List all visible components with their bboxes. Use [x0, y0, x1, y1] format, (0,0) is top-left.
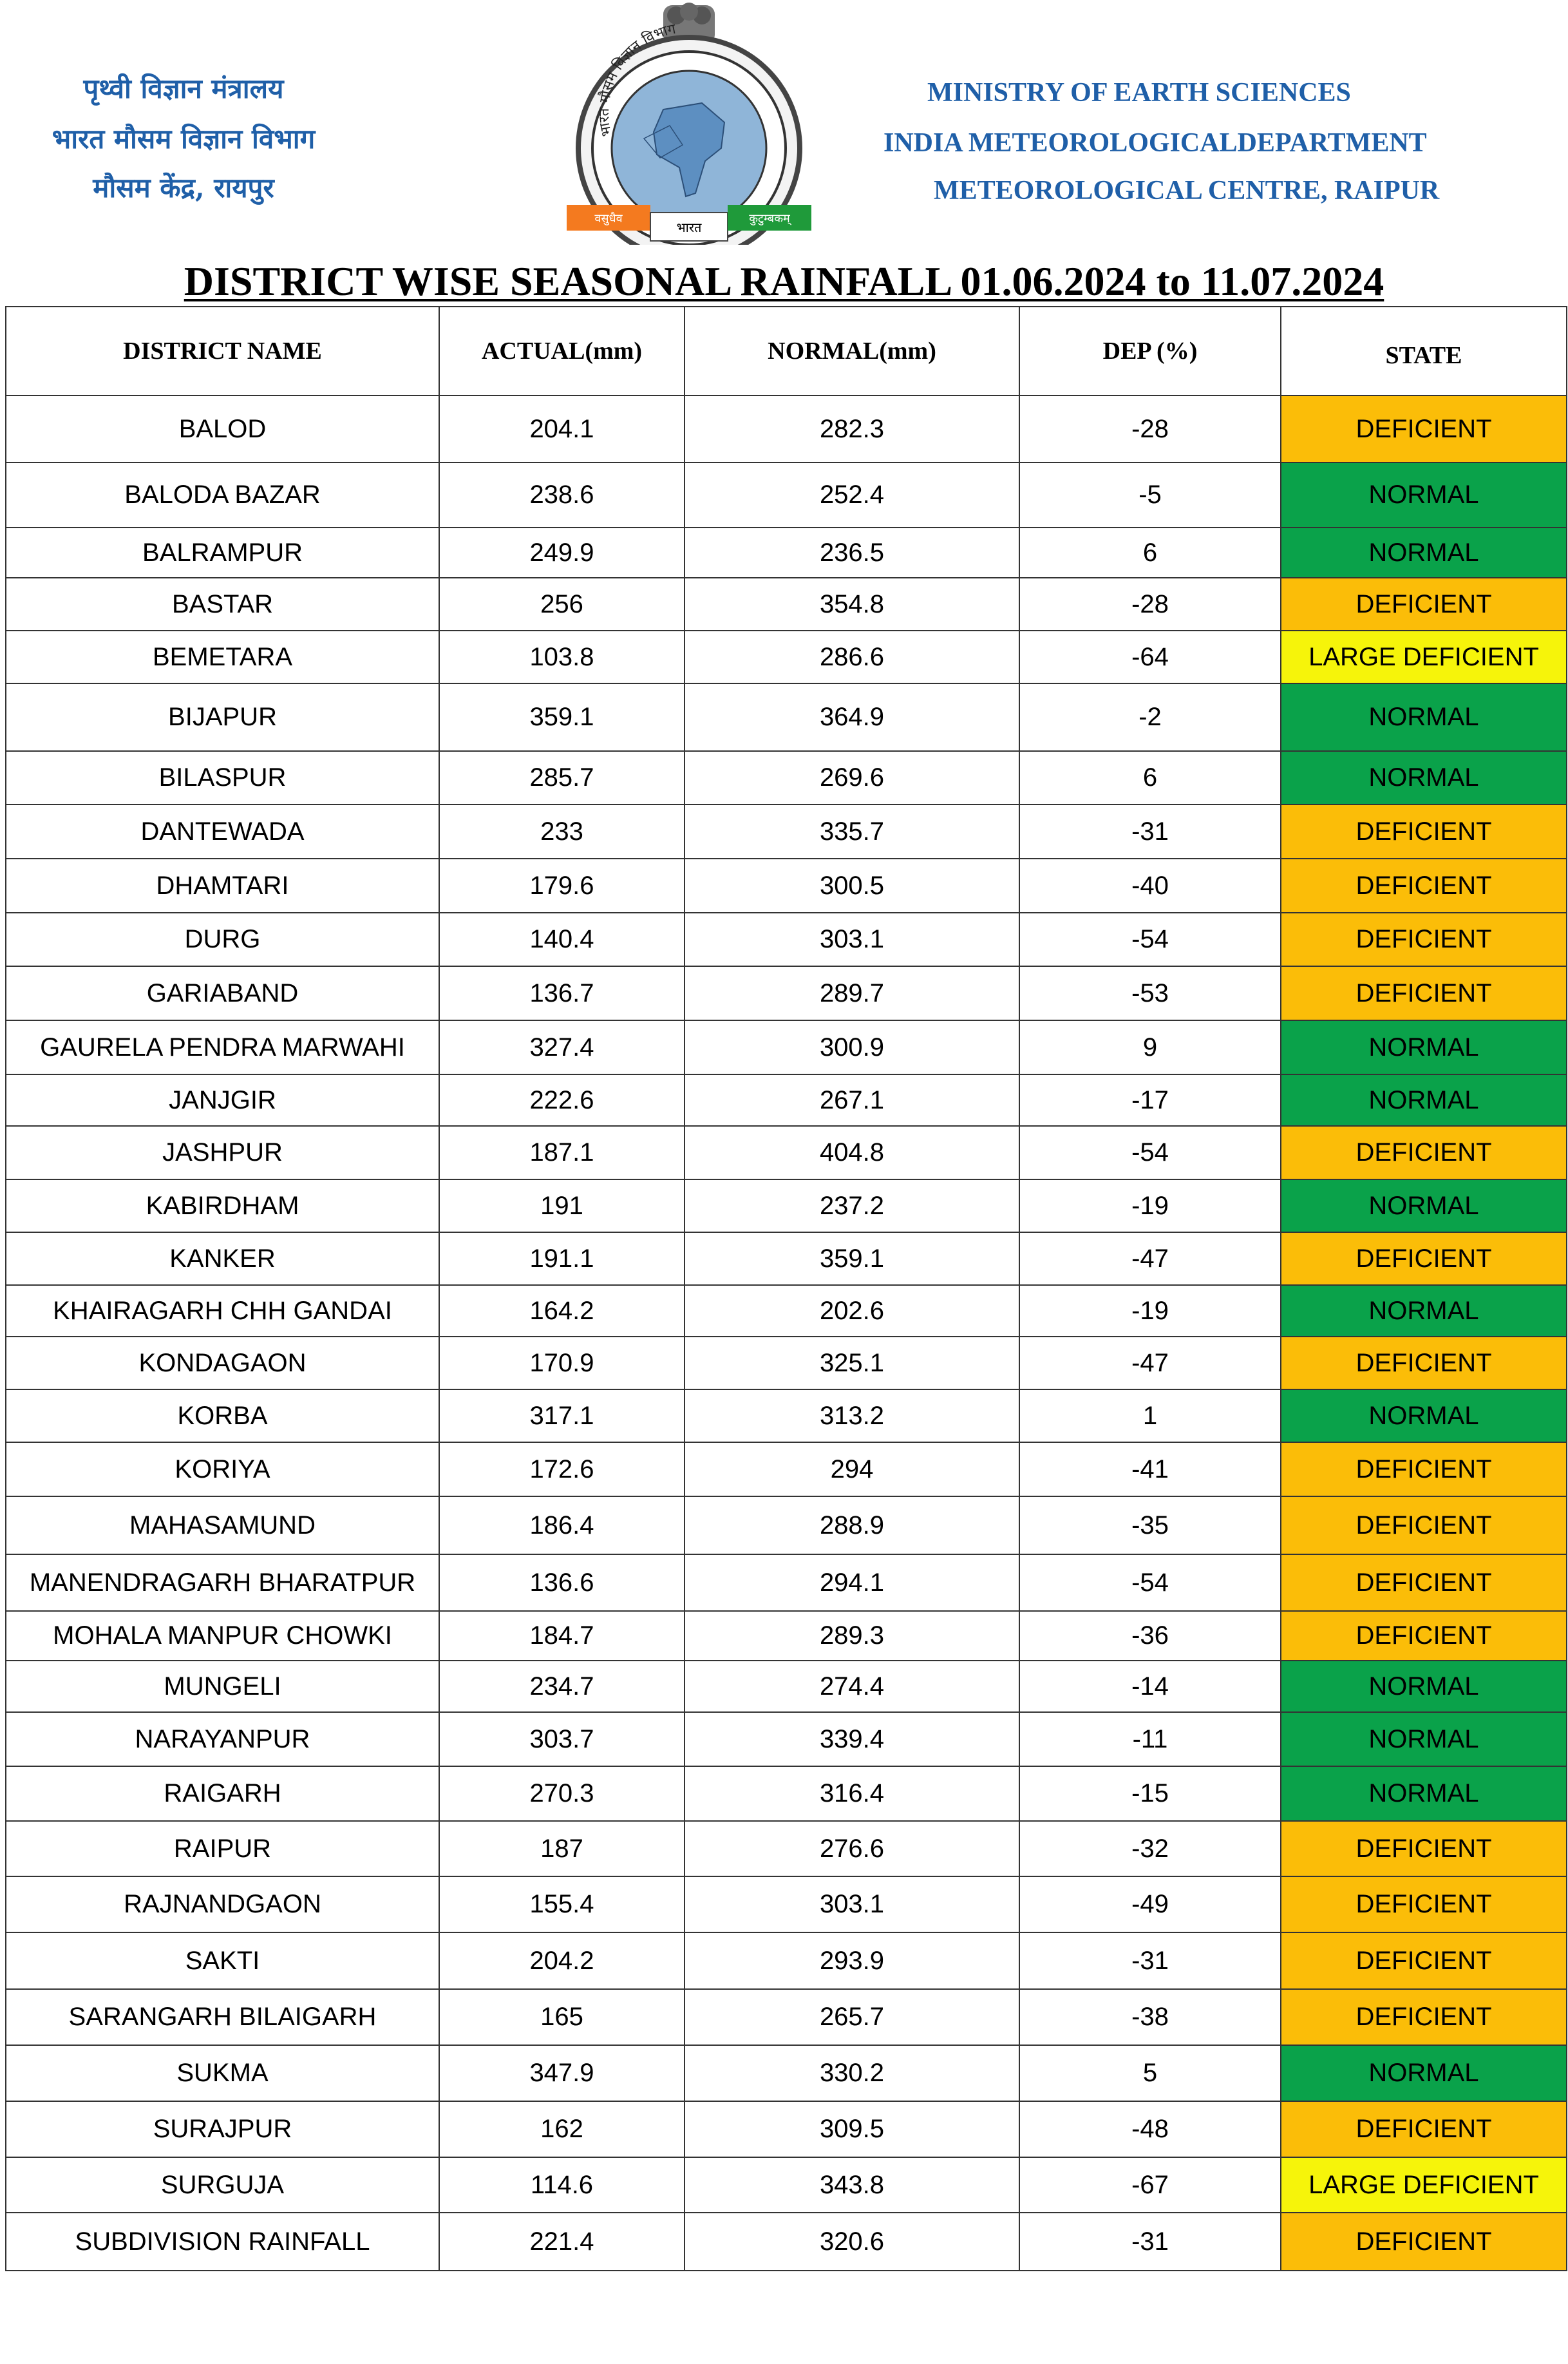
- normal-cell: 303.1: [685, 1876, 1019, 1932]
- dep-cell: -11: [1019, 1712, 1281, 1766]
- normal-cell: 343.8: [685, 2157, 1019, 2213]
- district-cell: BEMETARA: [6, 631, 439, 683]
- state-cell: DEFICIENT: [1281, 1821, 1567, 1876]
- actual-cell: 191.1: [439, 1232, 685, 1285]
- ministry-english-line-1: MINISTRY OF EARTH SCIENCES: [927, 78, 1351, 108]
- district-cell: BIJAPUR: [6, 683, 439, 751]
- district-cell: SURGUJA: [6, 2157, 439, 2213]
- actual-cell: 204.1: [439, 396, 685, 462]
- table-row: [6, 1074, 1567, 1126]
- table-row: [6, 1712, 1567, 1766]
- state-cell: DEFICIENT: [1281, 913, 1567, 966]
- normal-cell: 294.1: [685, 1554, 1019, 1611]
- department-hindi-line-2: भारत मौसम विज्ञान विभाग: [52, 123, 316, 155]
- table-row: [6, 913, 1567, 966]
- normal-cell: 313.2: [685, 1389, 1019, 1442]
- table-row: [6, 1442, 1567, 1496]
- actual-cell: 317.1: [439, 1389, 685, 1442]
- district-cell: SUBDIVISION RAINFALL: [6, 2213, 439, 2271]
- state-cell: NORMAL: [1281, 1661, 1567, 1712]
- state-cell: DEFICIENT: [1281, 2101, 1567, 2157]
- table-row: [6, 1766, 1567, 1821]
- actual-cell: 233: [439, 805, 685, 859]
- actual-cell: 162: [439, 2101, 685, 2157]
- district-cell: KHAIRAGARH CHH GANDAI: [6, 1285, 439, 1337]
- state-cell: NORMAL: [1281, 1020, 1567, 1074]
- dep-cell: -28: [1019, 578, 1281, 631]
- table-row: [6, 462, 1567, 528]
- district-cell: KANKER: [6, 1232, 439, 1285]
- district-cell: KABIRDHAM: [6, 1179, 439, 1232]
- table-row: [6, 966, 1567, 1020]
- state-cell: NORMAL: [1281, 462, 1567, 528]
- state-cell: DEFICIENT: [1281, 578, 1567, 631]
- actual-cell: 303.7: [439, 1712, 685, 1766]
- state-cell: NORMAL: [1281, 1285, 1567, 1337]
- dep-cell: -19: [1019, 1285, 1281, 1337]
- state-cell: DEFICIENT: [1281, 396, 1567, 462]
- district-cell: KORBA: [6, 1389, 439, 1442]
- state-cell: NORMAL: [1281, 1712, 1567, 1766]
- district-cell: SURAJPUR: [6, 2101, 439, 2157]
- normal-cell: 335.7: [685, 805, 1019, 859]
- normal-cell: 359.1: [685, 1232, 1019, 1285]
- normal-cell: 282.3: [685, 396, 1019, 462]
- dep-cell: -54: [1019, 1554, 1281, 1611]
- dep-cell: -15: [1019, 1766, 1281, 1821]
- state-cell: DEFICIENT: [1281, 2213, 1567, 2271]
- dep-cell: -32: [1019, 1821, 1281, 1876]
- dep-cell: -41: [1019, 1442, 1281, 1496]
- state-cell: NORMAL: [1281, 751, 1567, 805]
- table-row: [6, 1337, 1567, 1389]
- table-row: [6, 1020, 1567, 1074]
- district-cell: RAIPUR: [6, 1821, 439, 1876]
- district-cell: DANTEWADA: [6, 805, 439, 859]
- actual-cell: 170.9: [439, 1337, 685, 1389]
- table-row: [6, 751, 1567, 805]
- table-row: [6, 1821, 1567, 1876]
- dep-cell: -64: [1019, 631, 1281, 683]
- emblem-ring-text: भारत मौसम विज्ञान विभाग: [596, 21, 677, 138]
- normal-cell: 364.9: [685, 683, 1019, 751]
- table-row: [6, 1611, 1567, 1661]
- normal-cell: 237.2: [685, 1179, 1019, 1232]
- table-row: [6, 1989, 1567, 2045]
- state-cell: DEFICIENT: [1281, 1232, 1567, 1285]
- normal-cell: 289.7: [685, 966, 1019, 1020]
- table-row: [6, 2101, 1567, 2157]
- table-row: [6, 1876, 1567, 1932]
- normal-cell: 330.2: [685, 2045, 1019, 2101]
- district-cell: MAHASAMUND: [6, 1496, 439, 1554]
- normal-cell: 316.4: [685, 1766, 1019, 1821]
- dep-cell: 1: [1019, 1389, 1281, 1442]
- dep-cell: 6: [1019, 528, 1281, 578]
- state-cell: DEFICIENT: [1281, 859, 1567, 913]
- normal-cell: 288.9: [685, 1496, 1019, 1554]
- dep-cell: -2: [1019, 683, 1281, 751]
- state-cell: DEFICIENT: [1281, 966, 1567, 1020]
- actual-cell: 179.6: [439, 859, 685, 913]
- actual-cell: 270.3: [439, 1766, 685, 1821]
- actual-cell: 140.4: [439, 913, 685, 966]
- district-cell: JANJGIR: [6, 1074, 439, 1126]
- document-title-text: DISTRICT WISE SEASONAL RAINFALL 01.06.2024 to 11.07.2024: [184, 258, 1384, 304]
- dep-cell: -17: [1019, 1074, 1281, 1126]
- district-cell: DHAMTARI: [6, 859, 439, 913]
- normal-cell: 320.6: [685, 2213, 1019, 2271]
- actual-cell: 186.4: [439, 1496, 685, 1554]
- district-cell: KORIYA: [6, 1442, 439, 1496]
- normal-cell: 269.6: [685, 751, 1019, 805]
- table-row: [6, 1232, 1567, 1285]
- column-header-actual: ACTUAL(mm): [439, 307, 685, 396]
- actual-cell: 172.6: [439, 1442, 685, 1496]
- normal-cell: 276.6: [685, 1821, 1019, 1876]
- actual-cell: 221.4: [439, 2213, 685, 2271]
- table-row: [6, 396, 1567, 462]
- state-cell: DEFICIENT: [1281, 1989, 1567, 2045]
- district-cell: JASHPUR: [6, 1126, 439, 1179]
- column-header-state: STATE: [1281, 307, 1567, 396]
- state-cell: DEFICIENT: [1281, 1496, 1567, 1554]
- state-cell: DEFICIENT: [1281, 1876, 1567, 1932]
- normal-cell: 274.4: [685, 1661, 1019, 1712]
- ribbon-left-text: वसुधैव: [594, 212, 623, 225]
- normal-cell: 325.1: [685, 1337, 1019, 1389]
- actual-cell: 114.6: [439, 2157, 685, 2213]
- dep-cell: -54: [1019, 913, 1281, 966]
- imd-emblem-logo: [567, 0, 811, 245]
- normal-cell: 265.7: [685, 1989, 1019, 2045]
- centre-english-line-3: METEOROLOGICAL CENTRE, RAIPUR: [934, 176, 1440, 205]
- district-cell: BALRAMPUR: [6, 528, 439, 578]
- table-header-row: [6, 307, 1567, 396]
- actual-cell: 187: [439, 1821, 685, 1876]
- district-cell: GAURELA PENDRA MARWAHI: [6, 1020, 439, 1074]
- dep-cell: -49: [1019, 1876, 1281, 1932]
- actual-cell: 327.4: [439, 1020, 685, 1074]
- district-cell: KONDAGAON: [6, 1337, 439, 1389]
- table-row: [6, 1496, 1567, 1554]
- state-cell: NORMAL: [1281, 683, 1567, 751]
- normal-cell: 289.3: [685, 1611, 1019, 1661]
- state-cell: NORMAL: [1281, 1389, 1567, 1442]
- state-cell: DEFICIENT: [1281, 805, 1567, 859]
- table-row: [6, 683, 1567, 751]
- document-title: [0, 253, 1568, 310]
- table-row: [6, 631, 1567, 683]
- table-row: [6, 2045, 1567, 2101]
- district-cell: SUKMA: [6, 2045, 439, 2101]
- dep-cell: -5: [1019, 462, 1281, 528]
- state-cell: NORMAL: [1281, 1179, 1567, 1232]
- dep-cell: -31: [1019, 2213, 1281, 2271]
- district-cell: DURG: [6, 913, 439, 966]
- state-cell: DEFICIENT: [1281, 1611, 1567, 1661]
- normal-cell: 309.5: [685, 2101, 1019, 2157]
- table-body: [6, 396, 1567, 2271]
- table-row: [6, 1661, 1567, 1712]
- table-row: [6, 578, 1567, 631]
- normal-cell: 339.4: [685, 1712, 1019, 1766]
- dep-cell: -38: [1019, 1989, 1281, 2045]
- actual-cell: 136.7: [439, 966, 685, 1020]
- dep-cell: -14: [1019, 1661, 1281, 1712]
- table-row: [6, 1126, 1567, 1179]
- district-cell: BALOD: [6, 396, 439, 462]
- district-cell: MOHALA MANPUR CHOWKI: [6, 1611, 439, 1661]
- normal-cell: 267.1: [685, 1074, 1019, 1126]
- ministry-hindi-line-1: पृथ्वी विज्ञान मंत्रालय: [83, 73, 284, 104]
- table-row: [6, 2213, 1567, 2271]
- normal-cell: 236.5: [685, 528, 1019, 578]
- table-row: [6, 1179, 1567, 1232]
- dep-cell: -67: [1019, 2157, 1281, 2213]
- state-cell: NORMAL: [1281, 2045, 1567, 2101]
- centre-hindi-line-3: मौसम केंद्र, रायपुर: [93, 172, 274, 204]
- state-cell: NORMAL: [1281, 528, 1567, 578]
- actual-cell: 256: [439, 578, 685, 631]
- table-row: [6, 859, 1567, 913]
- actual-cell: 184.7: [439, 1611, 685, 1661]
- state-cell: DEFICIENT: [1281, 1932, 1567, 1989]
- actual-cell: 249.9: [439, 528, 685, 578]
- dep-cell: 6: [1019, 751, 1281, 805]
- actual-cell: 103.8: [439, 631, 685, 683]
- district-cell: MANENDRAGARH BHARATPUR: [6, 1554, 439, 1611]
- district-cell: RAJNANDGAON: [6, 1876, 439, 1932]
- dep-cell: -31: [1019, 1932, 1281, 1989]
- table-row: [6, 1554, 1567, 1611]
- normal-cell: 293.9: [685, 1932, 1019, 1989]
- actual-cell: 347.9: [439, 2045, 685, 2101]
- state-cell: NORMAL: [1281, 1074, 1567, 1126]
- dep-cell: -19: [1019, 1179, 1281, 1232]
- district-cell: MUNGELI: [6, 1661, 439, 1712]
- table-row: [6, 2157, 1567, 2213]
- district-cell: SAKTI: [6, 1932, 439, 1989]
- dep-cell: 5: [1019, 2045, 1281, 2101]
- normal-cell: 286.6: [685, 631, 1019, 683]
- table-row: [6, 1932, 1567, 1989]
- ribbon-center-text: भारत: [676, 220, 702, 235]
- dep-cell: -48: [1019, 2101, 1281, 2157]
- table-row: [6, 528, 1567, 578]
- table-row: [6, 805, 1567, 859]
- actual-cell: 136.6: [439, 1554, 685, 1611]
- state-cell: DEFICIENT: [1281, 1126, 1567, 1179]
- table-row: [6, 1285, 1567, 1337]
- state-cell: DEFICIENT: [1281, 1554, 1567, 1611]
- column-header-dep: DEP (%): [1019, 307, 1281, 396]
- normal-cell: 300.5: [685, 859, 1019, 913]
- state-cell: LARGE DEFICIENT: [1281, 631, 1567, 683]
- normal-cell: 354.8: [685, 578, 1019, 631]
- dep-cell: -54: [1019, 1126, 1281, 1179]
- district-cell: GARIABAND: [6, 966, 439, 1020]
- dep-cell: -31: [1019, 805, 1281, 859]
- normal-cell: 252.4: [685, 462, 1019, 528]
- district-cell: RAIGARH: [6, 1766, 439, 1821]
- normal-cell: 294: [685, 1442, 1019, 1496]
- normal-cell: 300.9: [685, 1020, 1019, 1074]
- ribbon-right-text: कुटुम्बकम्: [749, 212, 790, 225]
- actual-cell: 187.1: [439, 1126, 685, 1179]
- district-cell: BALODA BAZAR: [6, 462, 439, 528]
- actual-cell: 359.1: [439, 683, 685, 751]
- dep-cell: -40: [1019, 859, 1281, 913]
- column-header-normal: NORMAL(mm): [685, 307, 1019, 396]
- state-cell: DEFICIENT: [1281, 1442, 1567, 1496]
- actual-cell: 155.4: [439, 1876, 685, 1932]
- table-row: [6, 1389, 1567, 1442]
- dep-cell: -53: [1019, 966, 1281, 1020]
- dep-cell: -28: [1019, 396, 1281, 462]
- state-cell: LARGE DEFICIENT: [1281, 2157, 1567, 2213]
- state-cell: NORMAL: [1281, 1766, 1567, 1821]
- actual-cell: 238.6: [439, 462, 685, 528]
- dep-cell: -47: [1019, 1232, 1281, 1285]
- actual-cell: 234.7: [439, 1661, 685, 1712]
- rainfall-table: [5, 306, 1567, 2271]
- dep-cell: 9: [1019, 1020, 1281, 1074]
- department-english-line-2: INDIA METEOROLOGICALDEPARTMENT: [883, 128, 1427, 158]
- district-cell: SARANGARH BILAIGARH: [6, 1989, 439, 2045]
- dep-cell: -35: [1019, 1496, 1281, 1554]
- dep-cell: -47: [1019, 1337, 1281, 1389]
- normal-cell: 202.6: [685, 1285, 1019, 1337]
- actual-cell: 165: [439, 1989, 685, 2045]
- normal-cell: 303.1: [685, 913, 1019, 966]
- column-header-district: DISTRICT NAME: [6, 307, 439, 396]
- actual-cell: 164.2: [439, 1285, 685, 1337]
- actual-cell: 204.2: [439, 1932, 685, 1989]
- actual-cell: 222.6: [439, 1074, 685, 1126]
- actual-cell: 285.7: [439, 751, 685, 805]
- district-cell: BASTAR: [6, 578, 439, 631]
- actual-cell: 191: [439, 1179, 685, 1232]
- dep-cell: -36: [1019, 1611, 1281, 1661]
- district-cell: NARAYANPUR: [6, 1712, 439, 1766]
- normal-cell: 404.8: [685, 1126, 1019, 1179]
- district-cell: BILASPUR: [6, 751, 439, 805]
- state-cell: DEFICIENT: [1281, 1337, 1567, 1389]
